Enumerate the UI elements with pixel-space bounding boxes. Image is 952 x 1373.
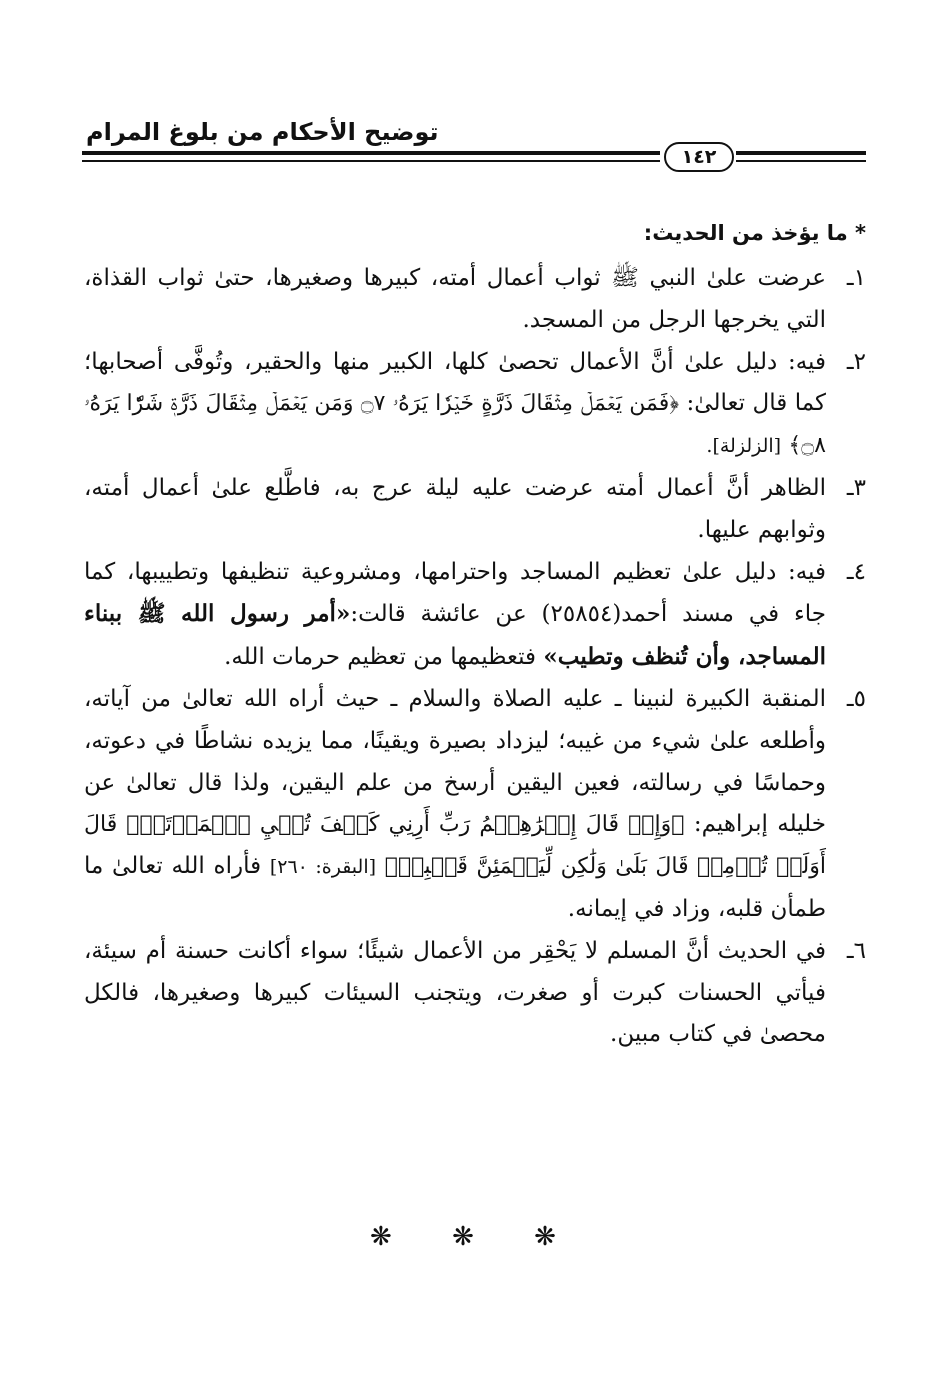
quran-verse: ﴿فَمَن يَعۡمَلۡ مِثۡقَالَ ذَرَّةٍ خَيۡرٗا يَرَهُۥ ۝٧ وَمَن يَعۡمَلۡ مِثۡقَالَ ذَرَّةٖ شَرّٗا يَرَهُۥ ۝٨﴾ [84,391,826,459]
item-text: في الحديث أنَّ المسلم لا يَحْقِر من الأعمال شيئًا؛ سواء أكانت حسنة أم سيئة، فيأتي الحسنات كبرت أو صغرت، ويتجنب السيئات كبيرها وصغيرها، فالكل محصىٰ في كتاب مبين. [84,937,826,1048]
item-text: المنقبة الكبيرة لنبينا ـ عليه الصلاة والسلام ـ حيث أراه الله تعالىٰ من آياته، وأطلعه علىٰ شيء من غيبه؛ ليزداد بصيرة ويقينًا، مما يزيده نشاطًا في دعوته، وحماسًا في رسالته، فعين اليقين أرسخ من علم اليقين، ولذا قال تعالىٰ عن خليله إبراهيم: [84,685,826,838]
list-item-3 [84,468,866,552]
page-body [84,212,866,1056]
list-item-5 [84,679,866,931]
list-item-2 [84,342,866,468]
list-item-1 [84,258,866,342]
item-number: ٤ـ [846,558,866,585]
item-number: ٣ـ [846,474,866,501]
section-heading: * ما يؤخذ من الحديث: [643,221,866,245]
item-text-continued: فأراه الله تعالىٰ ما طمأن قلبه، وزاد في إيمانه. [84,853,826,922]
item-text: فيه: دليل علىٰ تعظيم المساجد واحترامها، ومشروعية تنظيفها وتطييبها، كما جاء في مسند أحمد(٢٥٨٥٤) عن عائشة قالت: [84,558,826,628]
item-number: ٦ـ [846,937,866,964]
item-text: عرضت علىٰ النبي ﷺ ثواب أعمال أمته، كبيرها وصغيرها، حتىٰ ثواب القذاة، التي يخرجها الرجل من المسجد. [84,265,826,333]
quran-verse: ﴿وَإِذۡ قَالَ إِبۡرَٰهِـۧمُ رَبِّ أَرِنِي كَيۡفَ تُحۡيِ ٱلۡمَوۡتَىٰۖ قَالَ أَوَلَمۡ تُؤۡمِنۖ قَالَ بَلَىٰ وَلَٰكِن لِّيَطۡمَئِنَّ قَلۡبِيۖ﴾ [84,812,826,880]
book-title: توضيح الأحكام من بلوغ المرام [86,118,439,146]
section-separator: ❋ ❋ ❋ [370,1222,582,1252]
page-header [82,104,866,184]
header-rule-thin [82,160,866,162]
item-number: ١ـ [846,265,866,291]
hadith-quote: «أمر رسول الله ﷺ ببناء المساجد، وأن تُنظف وتطيب» [84,600,826,671]
item-number: ٢ـ [846,348,866,375]
list-item-4 [84,552,866,679]
item-text: فيه: دليل علىٰ أنَّ الأعمال تحصىٰ كلها، الكبير منها والحقير، وتُوفَّى أصحابها؛ كما قال تعالىٰ: [84,348,827,417]
item-text-continued: فتعظيمها من تعظيم حرمات الله. [224,644,537,671]
item-text: الظاهر أنَّ أعمال أمته عرضت عليه ليلة عرج به، فاطَّلع علىٰ أعمال أمته، وثوابهم عليها. [84,474,826,543]
header-rule-thick [82,151,866,155]
list-item-6 [84,931,866,1056]
item-number: ٥ـ [846,685,866,712]
verse-reference: [البقرة: ٢٦٠] [269,856,377,879]
page-number: ١٤٢ [664,142,734,172]
page-number-frame [660,142,736,170]
verse-reference: [الزلزلة]. [706,435,782,458]
